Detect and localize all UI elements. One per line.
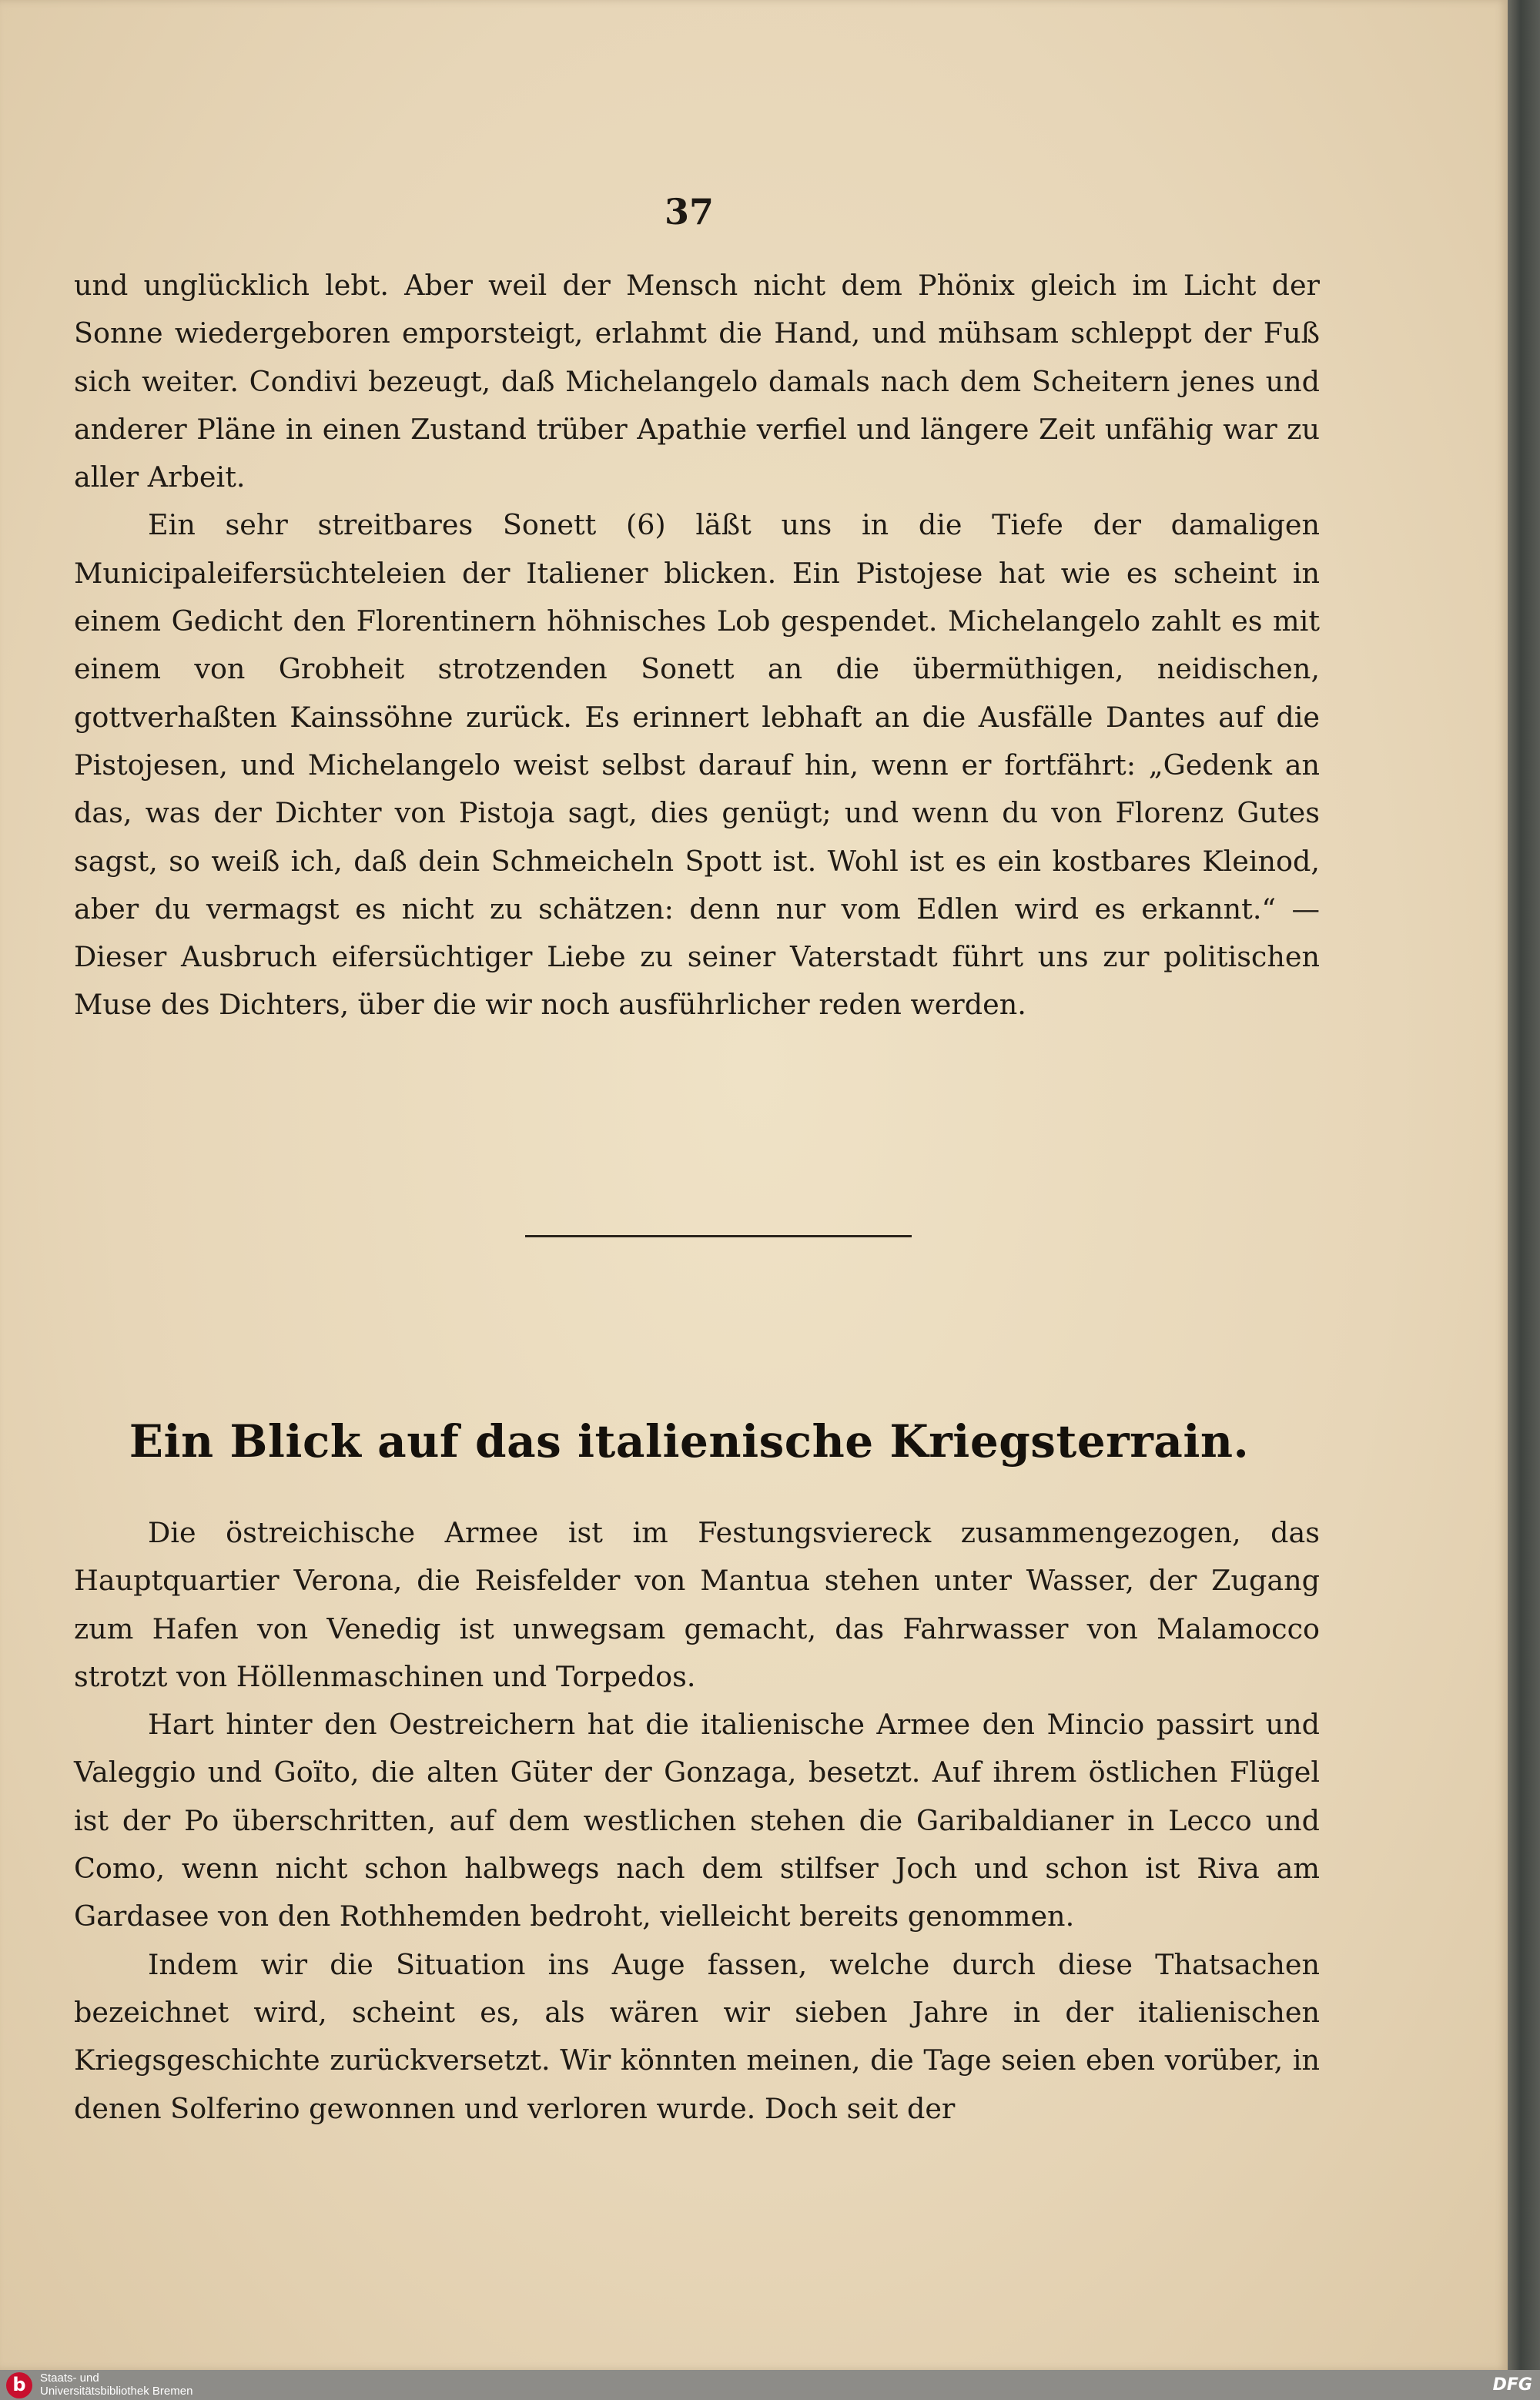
paragraph: Hart hinter den Oestreichern hat die italienische Armee den Mincio passirt und Valeggio und Goïto, die alten Güter der Gonzaga, besetzt. Auf ihrem östlichen Flügel ist der Po überschritten, auf dem westlichen stehen die Garibaldianer in Lecco und Como, wenn nicht schon halbwegs nach dem stilfser Joch und schon ist Riva am Gardasee von den Rothhemden bedroht, vielleicht bereits genommen. (74, 1708, 1320, 1933)
paragraph: Indem wir die Situation ins Auge fassen, welche durch diese Thatsachen bezeichnet wird, scheint es, als wären wir sieben Jahre in der italienischen Kriegsgeschichte zurückversetzt. Wir könnten meinen, die Tage seien eben vorüber, in denen Solferino gewonnen und verloren wurde. Doch seit der (74, 1947, 1320, 2125)
library-name-line-2: Universitätsbibliothek Bremen (40, 2385, 193, 2398)
paragraph: und unglücklich lebt. Aber weil der Mensch nicht dem Phönix gleich im Licht der Sonne wiedergeboren emporsteigt, erlahmt die Hand, und mühsam schleppt der Fuß sich weiter. Condivi bezeugt, daß Michelangelo damals nach dem Scheitern jenes und anderer Pläne in einen Zustand trüber Apathie verfiel und längere Zeit unfähig war zu aller Arbeit. (74, 269, 1320, 494)
paragraph: Ein sehr streitbares Sonett (6) läßt uns in die Tiefe der damaligen Municipaleifersüchteleien der Italiener blicken. Ein Pistojese hat wie es scheint in einem Gedicht den Florentinern höhnisches Lob gespendet. Michelangelo zahlt es mit einem von Grobheit strotzenden Sonett an die übermüthigen, neidischen, gottverhaßten Kainssöhne zurück. Es erinnert lebhaft an die Ausfälle Dantes auf die Pistojesen, und Michelangelo weist selbst darauf hin, wenn er fortfährt: „Gedenk an das, was der Dichter von Pistoja sagt, dies genügt; und wenn du von Florenz Gutes sagst, so weiß ich, daß dein Schmeicheln Spott ist. Wohl ist es ein kostbares Kleinod, aber du vermagst es nicht zu schätzen: denn nur vom Edlen wird es erkannt.“ — Dieser Ausbruch eifersüchtiger Liebe zu seiner Vaterstadt führt uns zur politischen Muse des Dichters, über die wir noch ausführlicher reden werden. (74, 508, 1320, 1022)
page-number: 37 (664, 191, 714, 233)
text-block-bottom (74, 1509, 1320, 2133)
paragraph: Die östreichische Armee ist im Festungsviereck zusammengezogen, das Hauptquartier Verona, die Reisfelder von Mantua stehen unter Wasser, der Zugang zum Hafen von Venedig ist unwegsam gemacht, das Fahrwasser von Malamocco strotzt von Höllenmaschinen und Torpedos. (74, 1516, 1320, 1693)
dfg-logo-icon[interactable]: DFG (1492, 2375, 1532, 2395)
scan-background-edge (1508, 0, 1540, 2370)
library-logo-icon[interactable]: b (6, 2372, 32, 2398)
text-block-top (74, 262, 1320, 1029)
library-name[interactable] (40, 2372, 348, 2398)
section-divider (525, 1235, 912, 1237)
section-title: Ein Blick auf das italienische Kriegsterrain. (129, 1415, 1250, 1468)
library-name-line-1: Staats- und (40, 2372, 99, 2385)
